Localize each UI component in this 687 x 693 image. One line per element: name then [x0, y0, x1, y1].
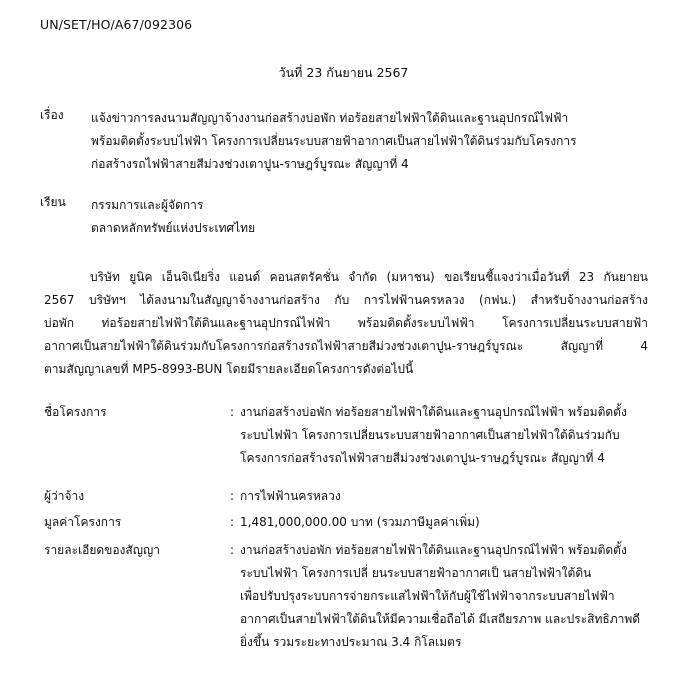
detail-separator: :	[230, 515, 235, 529]
body-paragraph	[44, 266, 648, 381]
detail-value-line: งานก่อสร้างบ่อพัก ท่อร้อยสายไฟฟ้าใต้ดินและฐานอุปกรณ์ไฟฟ้า พร้อมติดตั้ง	[240, 543, 627, 557]
detail-label: รายละเอียดของสัญญา	[44, 543, 160, 557]
detail-value-line: โครงการก่อสร้างรถไฟฟ้าสายสีม่วงช่วงเตาปูน-ราษฎร์บูรณะ สัญญาที่ 4	[240, 451, 605, 465]
reference-number: UN/SET/HO/A67/092306	[40, 17, 193, 32]
paragraph-line: 2567 บริษัทฯ ได้ลงนามในสัญญาจ้างงานก่อสร้าง กับ การไฟฟ้านครหลวง (กฟน.) สำหรับจ้างงานก่อสร้าง	[44, 293, 648, 307]
detail-value	[240, 485, 650, 508]
paragraph-line: อากาศเป็นสายไฟฟ้าใต้ดินร่วมกับโครงการก่อสร้างรถไฟฟ้าสายสีม่วงช่วงเตาปูน-ราษฎร์บูรณะ สัญญาที่ 4	[44, 339, 648, 353]
detail-separator: :	[230, 489, 235, 503]
detail-value	[240, 539, 650, 654]
detail-value	[240, 511, 650, 534]
detail-value	[240, 401, 650, 470]
detail-value-line: การไฟฟ้านครหลวง	[240, 489, 341, 503]
detail-value-line: งานก่อสร้างบ่อพัก ท่อร้อยสายไฟฟ้าใต้ดินและฐานอุปกรณ์ไฟฟ้า พร้อมติดตั้ง	[240, 405, 627, 419]
subject-label: เรื่อง	[40, 108, 64, 122]
subject-line: ก่อสร้างรถไฟฟ้าสายสีม่วงช่วงเตาปูน-ราษฎร์บูรณะ สัญญาที่ 4	[91, 157, 409, 171]
detail-label: ชื่อโครงการ	[44, 405, 107, 419]
detail-value-line: เพื่อปรับปรุงระบบการจ่ายกระแสไฟฟ้าให้กับผู้ใช้ไฟฟ้าจากระบบสายไฟฟ้า	[240, 589, 615, 603]
subject-text	[91, 107, 661, 176]
detail-value-line: 1,481,000,000.00 บาท (รวมภาษีมูลค่าเพิ่ม)	[240, 515, 480, 529]
detail-separator: :	[230, 405, 235, 419]
paragraph-line: ตามสัญญาเลขที่ MP5-8993-BUN โดยมีรายละเอียดโครงการดังต่อไปนี้	[44, 362, 414, 376]
recipient-line: กรรมการและผู้จัดการ	[91, 198, 204, 212]
detail-label: มูลค่าโครงการ	[44, 515, 122, 529]
letter-date: วันที่ 23 กันยายน 2567	[278, 65, 409, 80]
subject-line: พร้อมติดตั้งระบบไฟฟ้า โครงการเปลี่ยนระบบสายฟ้าอากาศเป็นสายไฟฟ้าใต้ดินร่วมกับโครงการ	[91, 134, 577, 148]
detail-value-line: อากาศเป็นสายไฟฟ้าใต้ดินให้มีความเชื่อถือได้ มีเสถียรภาพ และประสิทธิภาพดี	[240, 612, 641, 626]
detail-value-line: ระบบไฟฟ้า โครงการเปลี่ยนระบบสายฟ้าอากาศเป็นสายไฟฟ้าใต้ดินร่วมกับ	[240, 428, 620, 442]
paragraph-line: บริษัท ยูนิค เอ็นจิเนียริ่ง แอนด์ คอนสตรัคชั่น จำกัด (มหาชน) ขอเรียนชี้แจงว่าเมื่อวันที่ 23 กันยายน	[90, 270, 648, 284]
recipient-line: ตลาดหลักทรัพย์แห่งประเทศไทย	[91, 221, 256, 235]
detail-separator: :	[230, 543, 235, 557]
recipient-label: เรียน	[40, 195, 66, 209]
detail-value-line: ระบบไฟฟ้า โครงการเปลี่ ยนระบบสายฟ้าอากาศเป็ นสายไฟฟ้าใต้ดิน	[240, 566, 592, 580]
recipient-text	[91, 194, 255, 240]
subject-line: แจ้งข่าวการลงนามสัญญาจ้างงานก่อสร้างบ่อพัก ท่อร้อยสายไฟฟ้าใต้ดินและฐานอุปกรณ์ไฟฟ้า	[91, 111, 569, 125]
detail-value-line: ยิ่งขึ้น รวมระยะทางประมาณ 3.4 กิโลเมตร	[240, 635, 462, 649]
paragraph-line: บ่อพัก ท่อร้อยสายไฟฟ้าใต้ดินและฐานอุปกรณ์ไฟฟ้า พร้อมติดตั้งระบบไฟฟ้า โครงการเปลี่ยนระบบสายฟ้า	[44, 316, 648, 330]
detail-label: ผู้ว่าจ้าง	[44, 489, 85, 503]
